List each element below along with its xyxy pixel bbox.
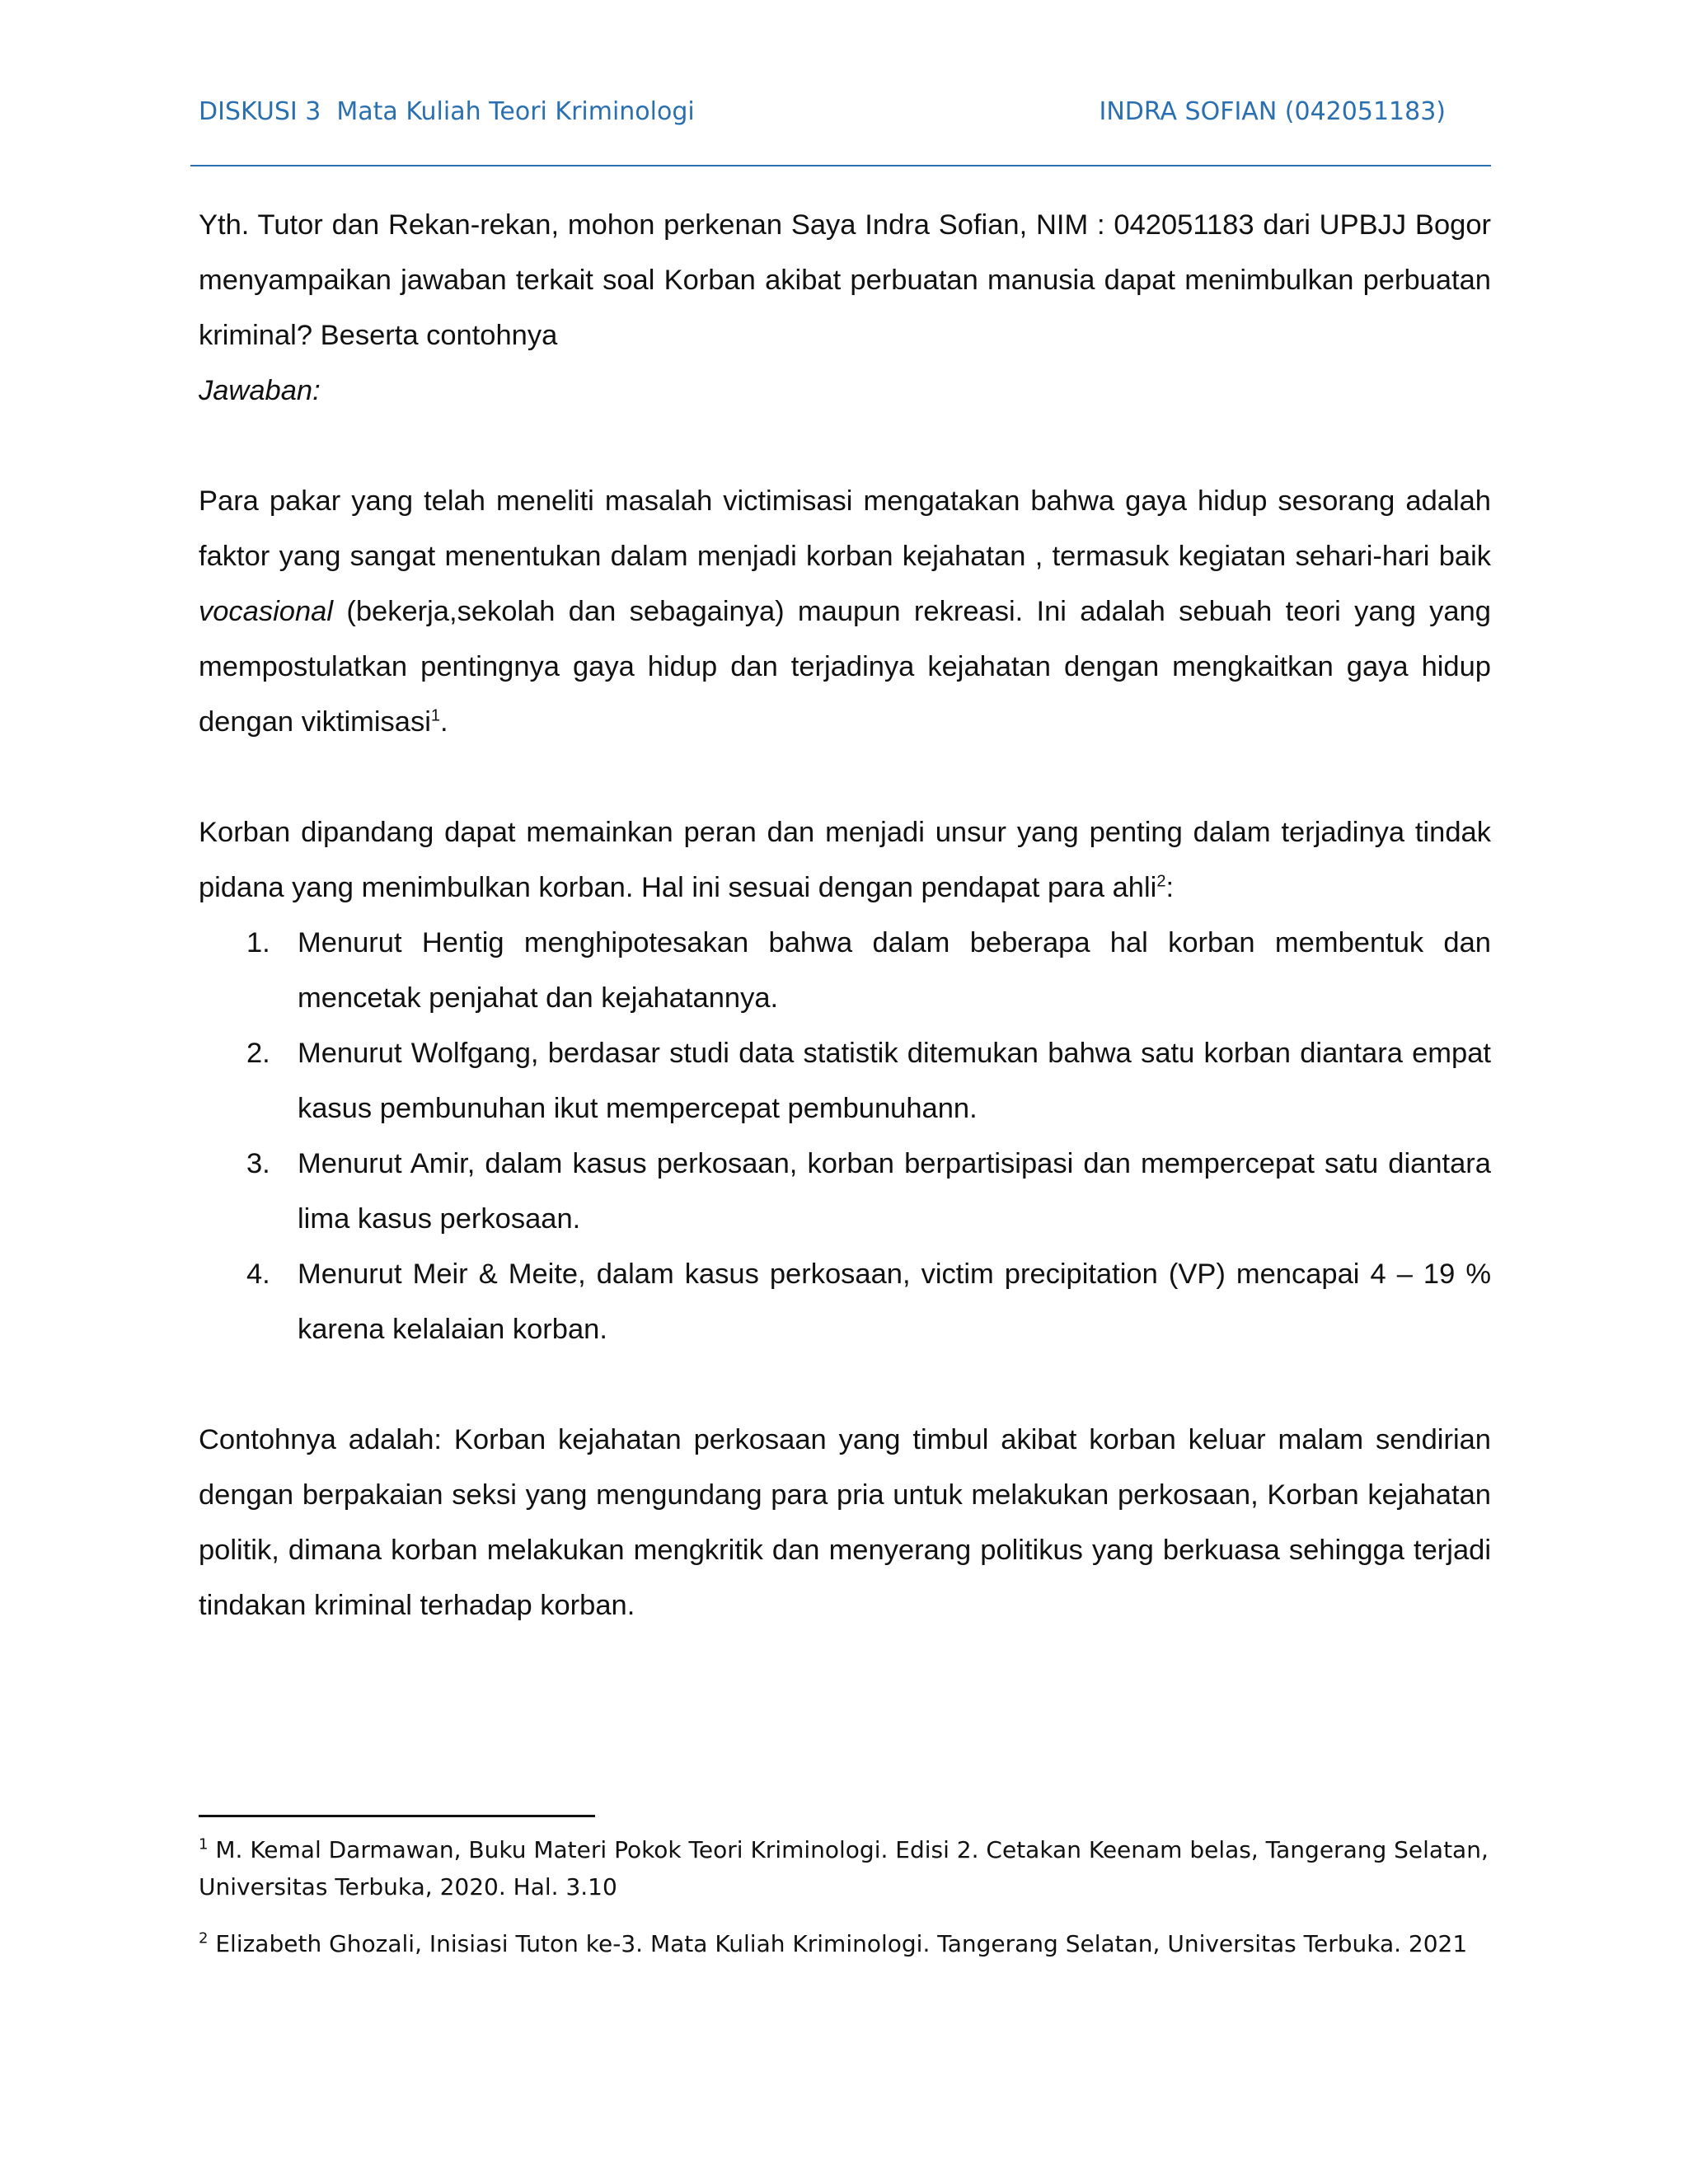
list-number: 3. <box>246 1148 270 1179</box>
spacer <box>199 1357 1491 1413</box>
list-item-text: Menurut Wolfgang, berdasar studi data statistik ditemukan bahwa satu korban diantara empat kasus pembunuhan ikut mempercepat pembunuhann. <box>298 1038 1491 1124</box>
spacer <box>199 419 1491 474</box>
footnote-number: 1 <box>199 1835 209 1854</box>
footnote-number: 2 <box>199 1929 209 1947</box>
list-item-text: Menurut Meir & Meite, dalam kasus perkosaan, victim precipitation (VP) mencapai 4 – 19 % karena kelalaian korban. <box>298 1258 1491 1345</box>
list-item-text: Menurut Hentig menghipotesakan bahwa dalam beberapa hal korban membentuk dan mencetak penjahat dan kejahatannya. <box>298 927 1491 1014</box>
paragraph-examples: Contohnya adalah: Korban kejahatan perkosaan yang timbul akibat korban keluar malam sendirian dengan berpakaian seksi yang mengundang para pria untuk melakukan perkosaan, Korban kejahatan politik, dimana korban melakukan mengkritik dan menyerang politikus yang berkuasa sehingga terjadi tindakan kriminal terhadap korban. <box>199 1424 1491 1621</box>
expert-opinions-list <box>199 916 1491 1357</box>
paragraph-text: (bekerja,sekolah dan sebagainya) maupun rekreasi. Ini adalah sebuah teori yang yang mempostulatkan pentingnya gaya hidup dan terjadinya kejahatan dengan mengkaitkan gaya hidup dengan viktimisasi <box>199 596 1491 738</box>
paragraph-text: Korban dipandang dapat memainkan peran dan menjadi unsur yang penting dalam terjadinya tindak pidana yang menimbulkan korban. Hal ini sesuai dengan pendapat para ahli <box>199 817 1491 903</box>
intro-paragraph: Yth. Tutor dan Rekan-rekan, mohon perkenan Saya Indra Sofian, NIM : 042051183 dari UPBJJ Bogor menyampaikan jawaban terkait soal Korban akibat perbuatan manusia dapat menimbulkan perbuatan kriminal? Beserta contohnya <box>199 209 1491 351</box>
header-divider <box>190 165 1491 166</box>
paragraph-end: . <box>440 706 448 738</box>
list-number: 2. <box>246 1038 270 1069</box>
italic-term: vocasional <box>199 596 334 627</box>
list-item <box>199 1247 1491 1357</box>
list-item <box>199 1026 1491 1137</box>
paragraph-victim-role <box>199 805 1491 916</box>
footnote-ref-1[interactable]: 1 <box>430 706 441 725</box>
footnote-1 <box>199 1831 1491 1905</box>
list-item <box>199 1137 1491 1247</box>
list-item <box>199 916 1491 1026</box>
footnote-ref-2[interactable]: 2 <box>1156 872 1166 891</box>
footnote-text: Elizabeth Ghozali, Inisiasi Tuton ke-3. Mata Kuliah Kriminologi. Tangerang Selatan, Universitas Terbuka. 2021 <box>208 1930 1468 1957</box>
paragraph-end: : <box>1165 872 1175 903</box>
list-number: 1. <box>246 927 270 958</box>
list-number: 4. <box>246 1258 270 1290</box>
spacer <box>199 750 1491 805</box>
document-body <box>199 198 1491 1633</box>
footnotes <box>199 1831 1491 1982</box>
header-course-title: DISKUSI 3 Mata Kuliah Teori Kriminologi <box>199 97 695 126</box>
paragraph-text: Para pakar yang telah meneliti masalah victimisasi mengatakan bahwa gaya hidup sesorang adalah faktor yang sangat menentukan dalam menjadi korban kejahatan , termasuk kegiatan sehari-hari baik <box>199 485 1491 572</box>
answer-label: Jawaban: <box>199 375 321 406</box>
page-header <box>190 97 1491 138</box>
footnote-text: M. Kemal Darmawan, Buku Materi Pokok Teori Kriminologi. Edisi 2. Cetakan Keenam belas, Tangerang Selatan, Universitas Terbuka, 2020. Hal. 3.10 <box>199 1836 1489 1900</box>
footnote-2 <box>199 1925 1491 1962</box>
header-author: INDRA SOFIAN (042051183) <box>1099 97 1446 126</box>
list-item-text: Menurut Amir, dalam kasus perkosaan, korban berpartisipasi dan mempercepat satu diantara lima kasus perkosaan. <box>298 1148 1491 1235</box>
footnote-separator <box>199 1815 595 1817</box>
paragraph-lifestyle <box>199 474 1491 750</box>
